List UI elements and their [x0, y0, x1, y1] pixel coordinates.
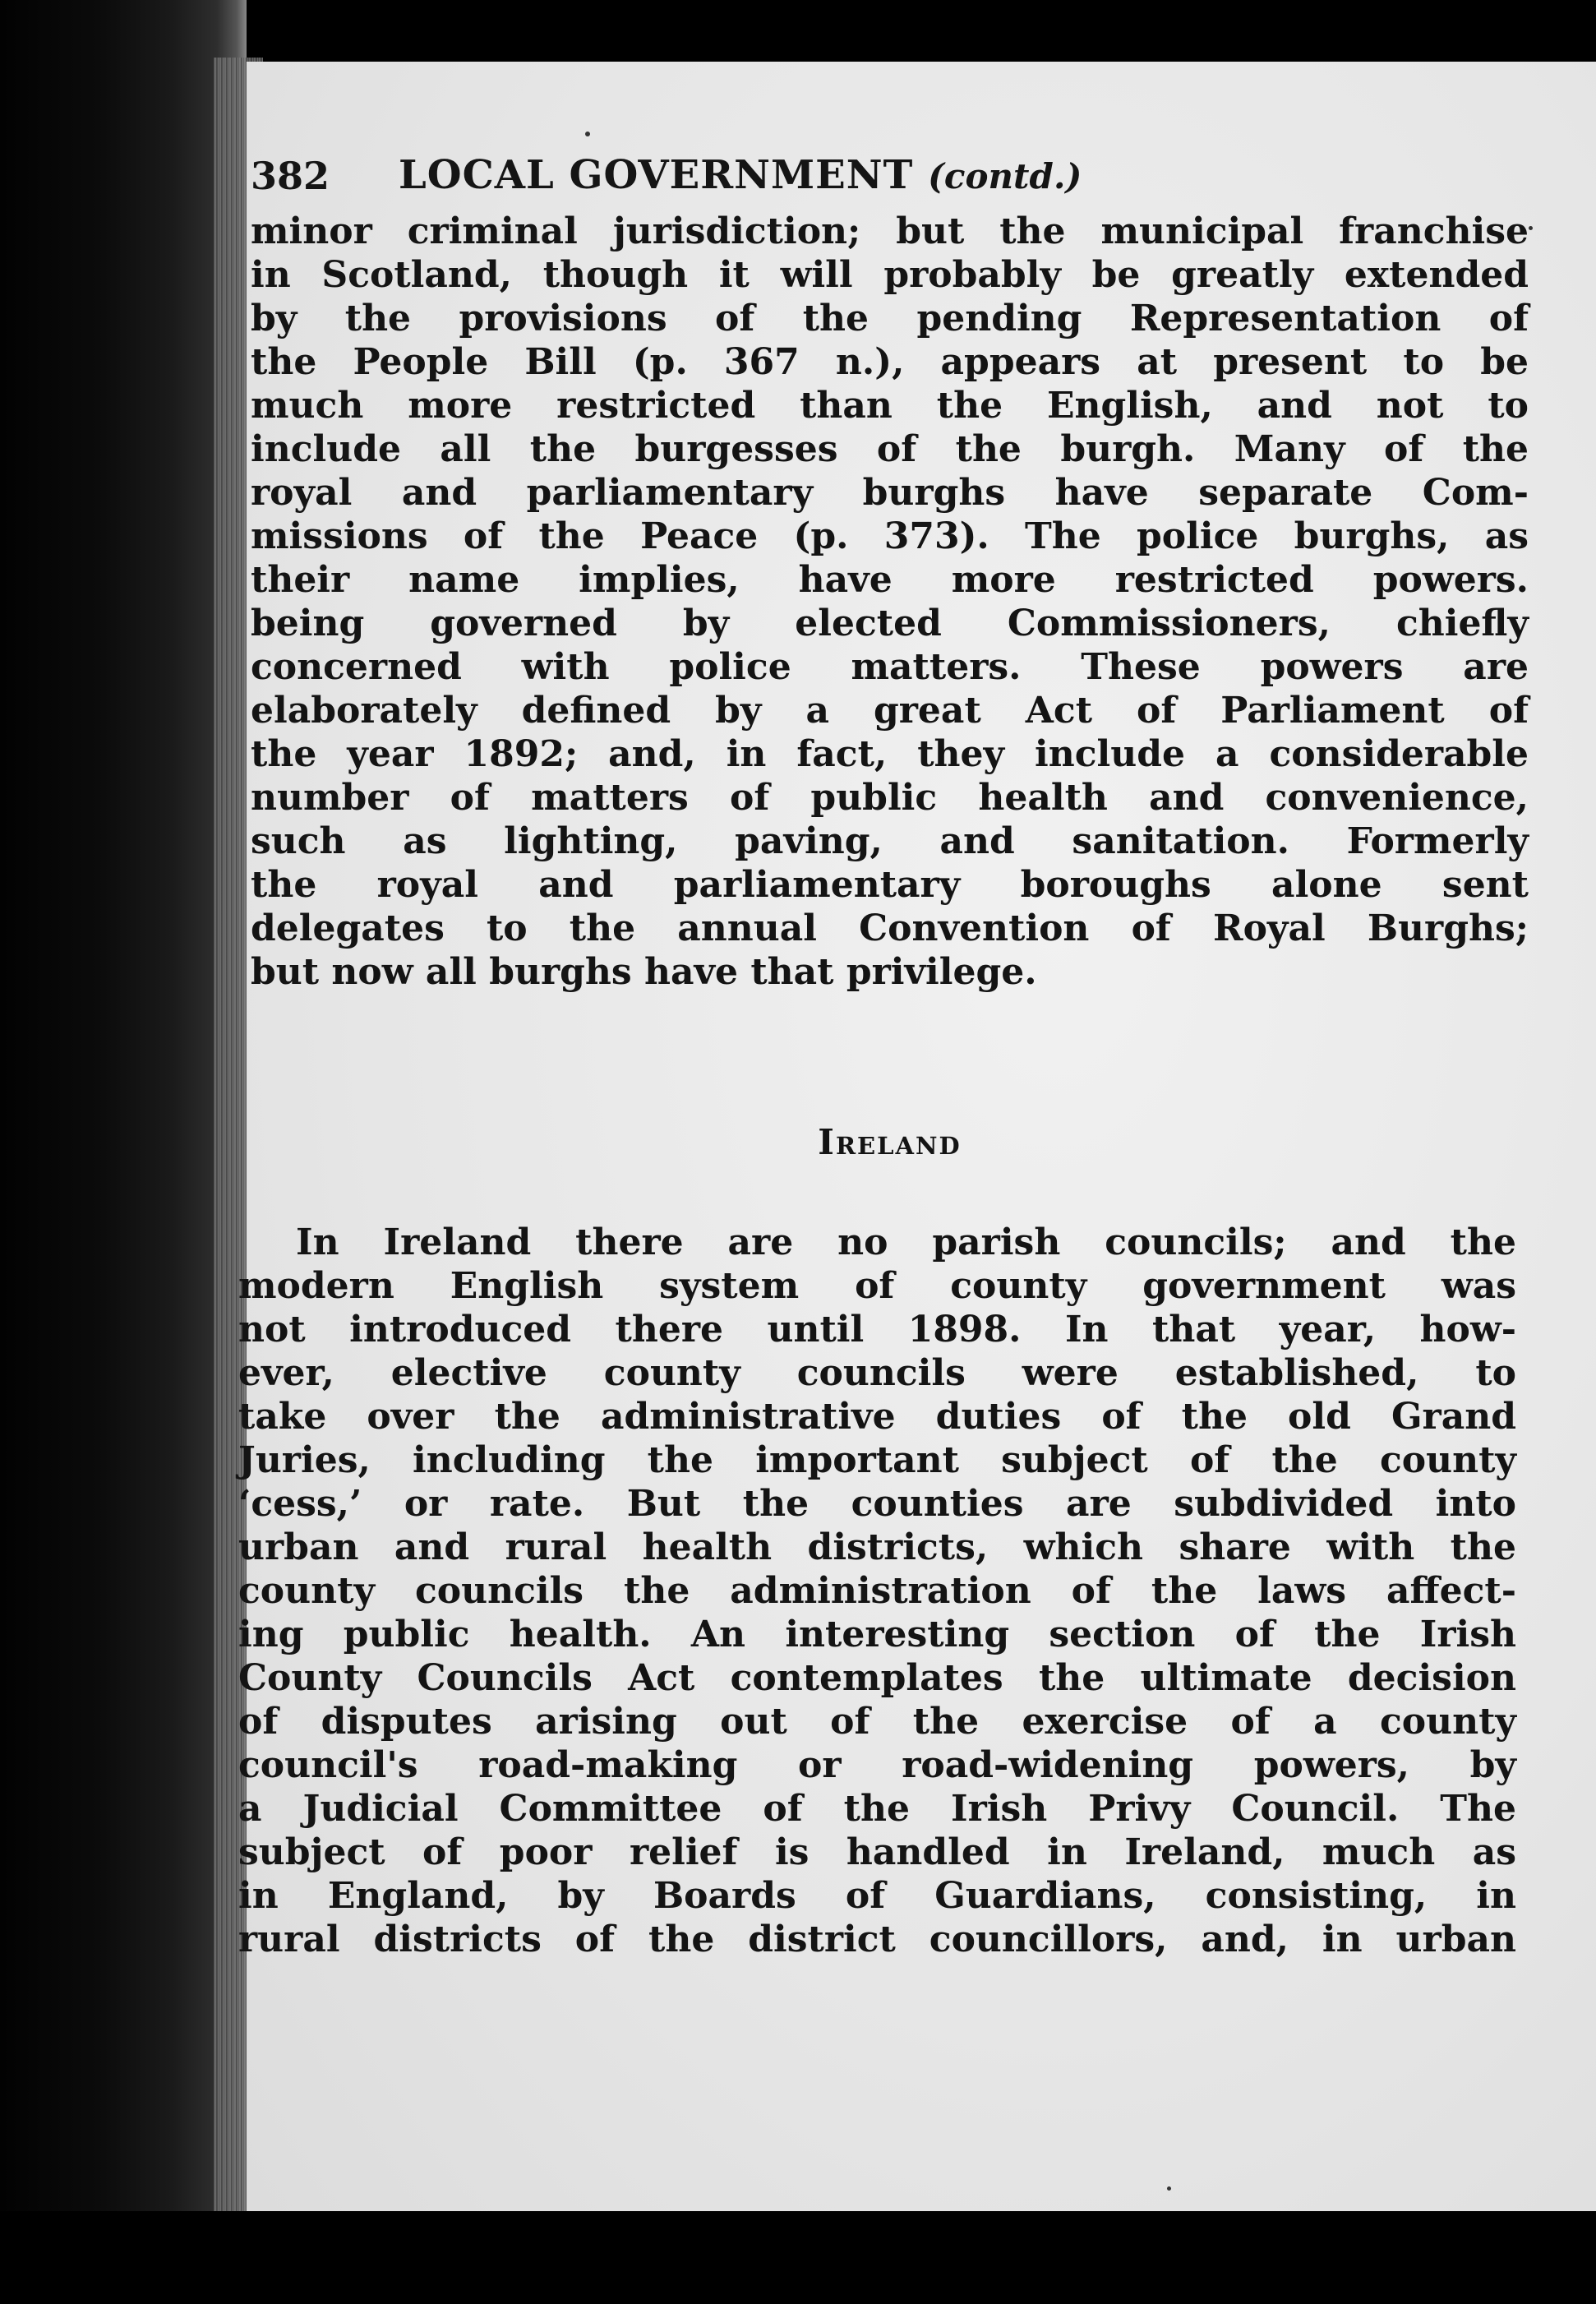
text-line: a Judicial Committee of the Irish Privy Council. The — [238, 1788, 1516, 1830]
text-line: much more restricted than the English, and not to — [251, 385, 1529, 427]
text-line: the People Bill (p. 367 n.), appears at present to be — [251, 341, 1529, 383]
dust-speck — [1529, 226, 1533, 230]
paragraph-scotland-burghs — [251, 210, 1529, 994]
text-line: by the provisions of the pending Representation of — [251, 298, 1529, 339]
section-heading-ireland: Ireland — [818, 1122, 962, 1162]
text-line: county councils the administration of the laws affect- — [238, 1570, 1516, 1612]
text-line: delegates to the annual Convention of Royal Burghs; — [251, 907, 1529, 949]
dust-speck — [585, 132, 590, 136]
text-line: ‘cess,’ or rate. But the counties are subdivided into — [238, 1483, 1516, 1525]
text-line: the year 1892; and, in fact, they include a considerable — [251, 733, 1529, 775]
running-head — [399, 152, 1082, 198]
page-number: 382 — [251, 154, 330, 198]
text-line: take over the administrative duties of the old Grand — [238, 1396, 1516, 1438]
text-line: council's road-making or road-widening powers, by — [238, 1744, 1516, 1786]
text-line: their name implies, have more restricted powers. — [251, 559, 1529, 601]
text-line: subject of poor relief is handled in Ireland, much as — [238, 1831, 1516, 1873]
text-line: In Ireland there are no parish councils; and the — [296, 1221, 1516, 1263]
text-line: minor criminal jurisdiction; but the municipal franchise — [251, 210, 1529, 252]
text-line: include all the burgesses of the burgh. Many of the — [251, 428, 1529, 470]
paragraph-ireland — [238, 1221, 1516, 1961]
text-line: County Councils Act contemplates the ultimate decision — [238, 1657, 1516, 1699]
text-line: in Scotland, though it will probably be greatly extended — [251, 254, 1529, 296]
bottom-scan-border — [0, 2211, 1596, 2304]
text-line: the royal and parliamentary boroughs alone sent — [251, 864, 1529, 906]
text-line: ever, elective county councils were established, to — [238, 1352, 1516, 1394]
text-line: not introduced there until 1898. In that year, how- — [238, 1309, 1516, 1351]
text-line: elaborately defined by a great Act of Parliament of — [251, 690, 1529, 732]
text-line: being governed by elected Commissioners, chiefly — [251, 603, 1529, 644]
dust-speck — [1167, 2186, 1171, 2191]
text-line: Juries, including the important subject of the county — [238, 1439, 1516, 1481]
text-line: urban and rural health districts, which share with the — [238, 1526, 1516, 1568]
text-line: of disputes arising out of the exercise of a county — [238, 1701, 1516, 1743]
text-line: royal and parliamentary burghs have separate Com- — [251, 472, 1529, 514]
page-header — [251, 144, 1278, 210]
text-line: such as lighting, paving, and sanitation. Formerly — [251, 820, 1529, 862]
text-line: but now all burghs have that privilege. — [251, 951, 1037, 993]
text-line: rural districts of the district councillors, and, in urban — [238, 1918, 1516, 1960]
book-gutter-shadow — [0, 0, 247, 2304]
text-line: number of matters of public health and convenience, — [251, 777, 1529, 819]
text-line: concerned with police matters. These powers are — [251, 646, 1529, 688]
text-line: modern English system of county government was — [238, 1265, 1516, 1307]
text-line: in England, by Boards of Guardians, consisting, in — [238, 1875, 1516, 1917]
running-head-suffix: (contd.) — [928, 156, 1082, 196]
running-head-title: LOCAL GOVERNMENT — [399, 152, 914, 198]
text-line: missions of the Peace (p. 373). The police burghs, as — [251, 515, 1529, 557]
text-line: ing public health. An interesting section of the Irish — [238, 1614, 1516, 1655]
